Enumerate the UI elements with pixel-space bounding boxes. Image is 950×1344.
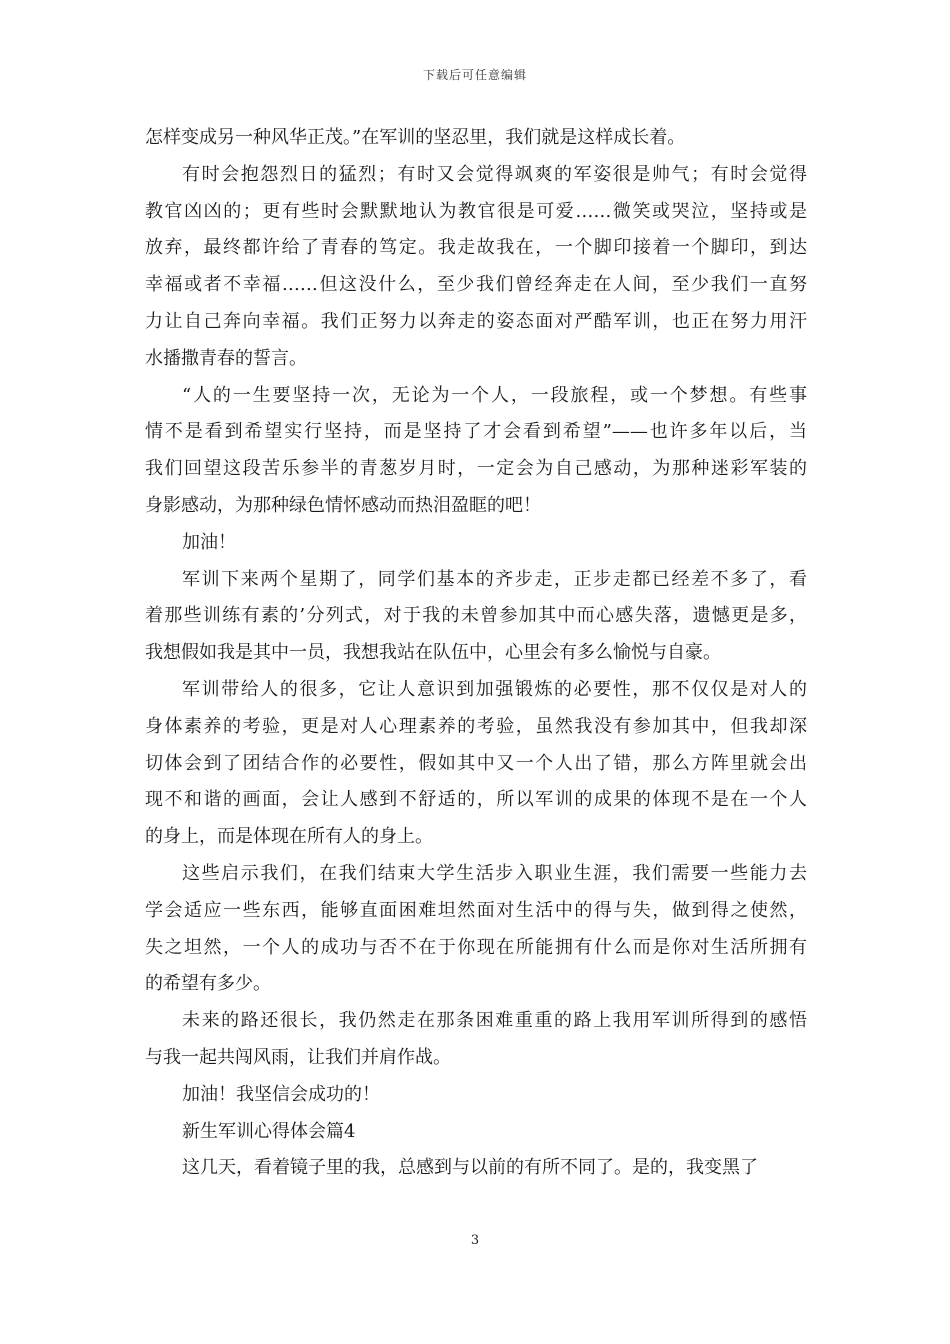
paragraph	[145, 1077, 807, 1114]
paragraph	[145, 1003, 807, 1077]
text-line: 未来的路还很长，我仍然走在那条困难重重的路上我用军训所得到的感悟	[182, 1010, 807, 1032]
text-line: 身体素养的考验，更是对人心理素养的考验，虽然我没有参加其中，但我却深	[145, 715, 807, 737]
paragraph	[145, 856, 807, 1003]
text-line: 现不和谐的画面，会让人感到不舒适的，所以军训的成果的体现不是在一个人	[145, 789, 807, 811]
text-line: 军训下来两个星期了，同学们基本的齐步走，正步走都已经差不多了，看	[182, 568, 807, 590]
text-line: 怎样变成另一种风华正茂。”在军训的坚忍里，我们就是这样成长着。	[145, 127, 686, 148]
text-line: 加油！我坚信会成功的！	[182, 1083, 380, 1105]
text-line: 切体会到了团结合作的必要性，假如其中又一个人出了错，那么方阵里就会出	[145, 752, 807, 774]
text-line: 的希望有多少。	[145, 973, 271, 995]
text-line: 着那些训练有素的’分列式，对于我的未曾参加其中而心感失落，遗憾更是多，	[145, 605, 807, 627]
text-line: 我想假如我是其中一员，我想我站在队伍中，心里会有多么愉悦与自豪。	[145, 642, 721, 664]
paragraph	[145, 157, 807, 378]
text-line: 身影感动，为那种绿色情怀感动而热泪盈眶的吧！	[145, 494, 541, 516]
text-line: 与我一起共闯风雨，让我们并肩作战。	[145, 1046, 451, 1068]
text-line: 幸福或者不幸福……但这没什么，至少我们曾经奔走在人间，至少我们一直努	[145, 274, 807, 296]
page-number: 3	[470, 1233, 480, 1248]
paragraph	[145, 378, 807, 525]
text-line: 这些启示我们，在我们结束大学生活步入职业生涯，我们需要一些能力去	[182, 862, 807, 884]
paragraph	[145, 672, 807, 856]
text-line: 教官凶凶的；更有些时会默默地认为教官很是可爱……微笑或哭泣，坚持或是	[145, 200, 807, 222]
paragraph	[145, 525, 807, 562]
text-line: 我们回望这段苦乐参半的青葱岁月时，一定会为自己感动，为那种迷彩军装的	[145, 458, 807, 480]
paragraph	[145, 120, 807, 157]
text-line: 水播撒青春的誓言。	[145, 347, 307, 369]
document-body	[145, 120, 807, 1187]
paragraph	[145, 1114, 807, 1151]
paragraph	[145, 1150, 807, 1187]
text-line: 力让自己奔向幸福。我们正努力以奔走的姿态面对严酷军训，也正在努力用汗	[145, 310, 807, 332]
page-header: 下载后可任意编辑	[422, 68, 527, 82]
text-line: 失之坦然，一个人的成功与否不在于你现在所能拥有什么而是你对生活所拥有	[145, 936, 807, 958]
text-line: 情不是看到希望实行坚持，而是坚持了才会看到希望”——也许多年以后，当	[145, 421, 807, 443]
text-line: 加油！	[182, 531, 236, 553]
text-line: 放弃，最终都许给了青春的笃定。我走故我在，一个脚印接着一个脚印，到达	[145, 237, 807, 259]
text-line: 的身上，而是体现在所有人的身上。	[145, 826, 433, 848]
text-line: “人的一生要坚持一次，无论为一个人，一段旅程，或一个梦想。有些事	[182, 384, 807, 406]
text-line: 军训带给人的很多，它让人意识到加强锻炼的必要性，那不仅仅是对人的	[182, 678, 807, 700]
text-line: 有时会抱怨烈日的猛烈；有时又会觉得飒爽的军姿很是帅气；有时会觉得	[182, 163, 807, 185]
text-line: 这几天，看着镜子里的我，总感到与以前的有所不同了。是的，我变黑了	[182, 1157, 758, 1179]
text-line: 新生军训心得体会篇4	[182, 1120, 356, 1142]
text-line: 学会适应一些东西，能够直面困难坦然面对生活中的得与失，做到得之使然，	[145, 899, 807, 921]
paragraph	[145, 562, 807, 672]
